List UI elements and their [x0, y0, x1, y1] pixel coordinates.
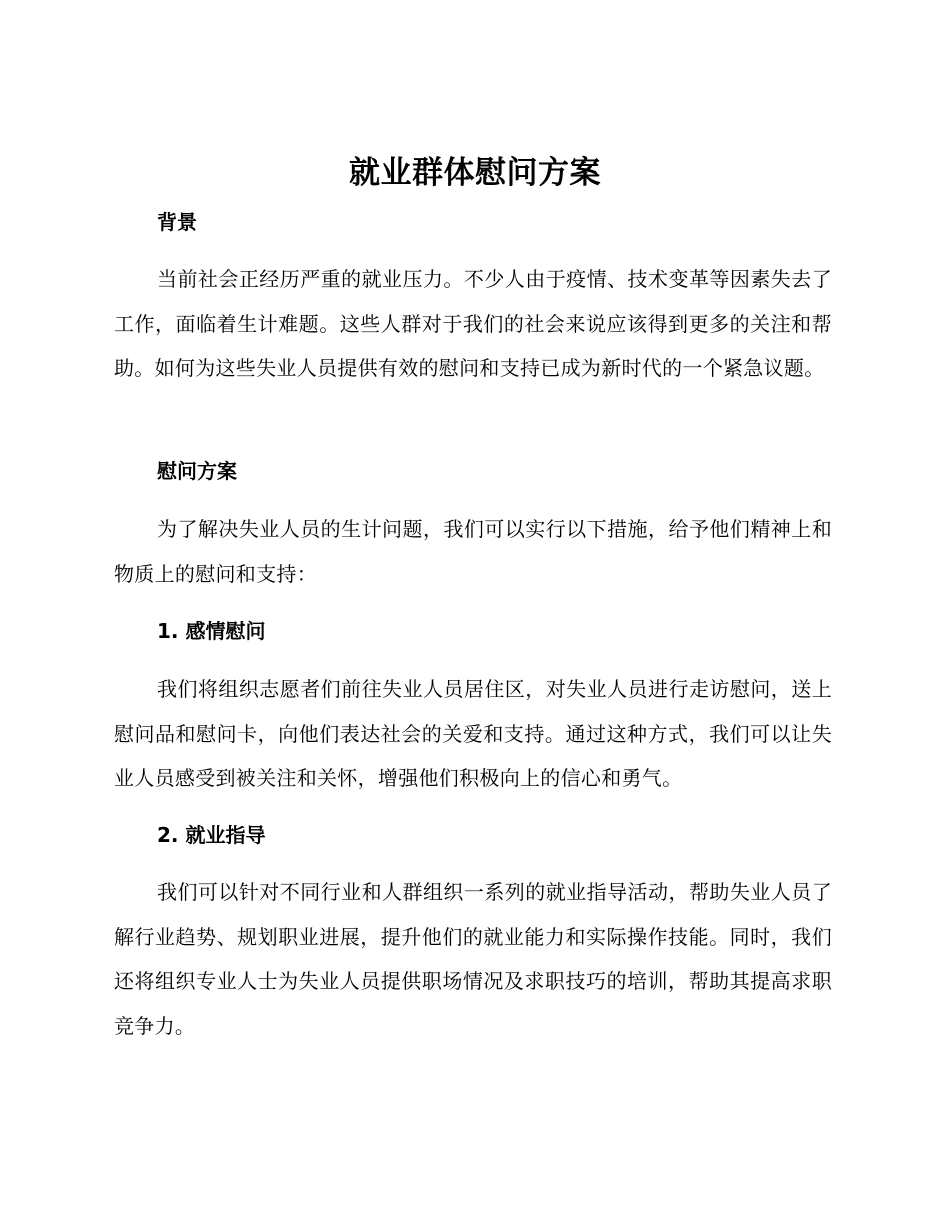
section-paragraph-emotional-support: 我们将组织志愿者们前往失业人员居住区，对失业人员进行走访慰问，送上慰问品和慰问卡，向他们表达社会的关爱和支持。通过这种方式，我们可以让失业人员感受到被关注和关怀，增强他们积极向上的信心和勇气。 — [114, 677, 832, 790]
section-heading-plan: 慰问方案 — [157, 459, 237, 483]
section-paragraph-employment-guidance: 我们可以针对不同行业和人群组织一系列的就业指导活动，帮助失业人员了解行业趋势、规划职业进展，提升他们的就业能力和实际操作技能。同时，我们还将组织专业人士为失业人员提供职场情况及求职技巧的培训，帮助其提高求职竞争力。 — [114, 880, 832, 1038]
section-paragraph-background: 当前社会正经历严重的就业压力。不少人由于疫情、技术变革等因素失去了工作，面临着生计难题。这些人群对于我们的社会来说应该得到更多的关注和帮助。如何为这些失业人员提供有效的慰问和支持已成为新时代的一个紧急议题。 — [114, 267, 832, 380]
section-heading-employment-guidance: 2. 就业指导 — [157, 823, 266, 847]
section-heading-emotional-support: 1. 感情慰问 — [157, 619, 266, 643]
section-heading-background: 背景 — [157, 210, 197, 234]
section-paragraph-plan: 为了解决失业人员的生计问题，我们可以实行以下措施，给予他们精神上和物质上的慰问和支持： — [114, 517, 832, 586]
document-title: 就业群体慰问方案 — [349, 155, 601, 191]
